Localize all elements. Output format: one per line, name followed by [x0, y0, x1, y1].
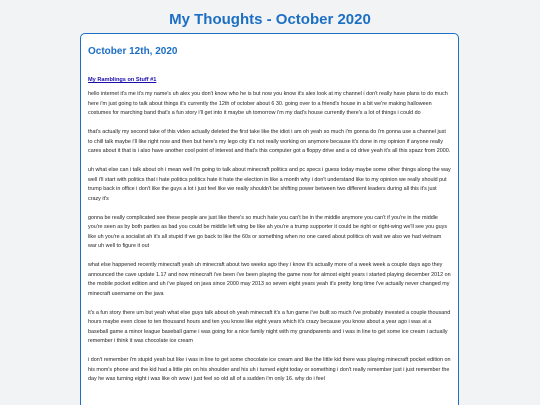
post-date-heading: October 12th, 2020 — [88, 46, 178, 57]
post-paragraph-3: uh what else can i talk about oh i mean well i'm going to talk about minecraft politics and pc specs i guess today maybe some other things along the way well i'll start with politics that i hate politics politics hate it hate the election in like a month why i don't understand like to my opinion we really should put trump back in office i don't like the guys a lot i just feel like we really shouldn't be shifting power between two different leaders during all this it's just crazy it's — [88, 167, 451, 202]
post-card — [80, 33, 459, 405]
post-paragraph-7: i don't remember i'm stupid yeah but like i was in line to get some chocolate ice cream and like the little kid there was playing minecraft pocket edition on his mom's phone and the kid had a little pin on his shoulder and his uh i turned eight today or something i don't really remember just i just remember the day he was turning eight i was like oh wow i just feel so old all of a sudden i'm only 16. why do i feel — [88, 357, 451, 382]
post-paragraph-4: gonna be really complicated see these people are just like there's so much hate you can't be in the middle anymore you can't if you're in the middle you're seen as by both parties as bad you could be middle left wing be like ah you're a trump supporter it could be right or right-wing we'll see you guys like uh you're a socialist ah it's all stupid if we go back to like the 60s or something when no one cared about politics oh wait we also we had vietnam war uh well to figure it out — [88, 214, 448, 249]
post-paragraph-1: hello internet it's me it's my name's uh alex you don't know who he is but now you know it's alex look at my channel i don't really have plans to do much here i'm just going to talk about things it's currently the 12th of october about 6 30. going over to a friend's house in a bit we're making halloween costumes for marching band that's a fun story i'll get into it maybe uh tomorrow i'm my dad's house currently there's a lot of things i could do — [88, 91, 448, 116]
site-title: My Thoughts - October 2020 — [169, 11, 371, 28]
post-body — [88, 90, 451, 385]
post-title-link[interactable]: My Ramblings on Stuff #1 — [88, 77, 157, 83]
post-paragraph-5: what else happened recently minecraft yeah uh minecraft about two weeks ago they i know it's actually more of a week week a couple days ago they announced the cave update 1.17 and now minecraft i've been i've been playing the game now for almost eight years i started playing december 2012 on the mobile pocket edition and uh i've played on java since 2000 may 2013 so seven eight years yeah it's pretty long time i've actually never changed my minecraft username on the java — [88, 262, 451, 297]
post-paragraph-2: that's actually my second take of this video actually deleted the first take like the idiot i am oh yeah so much i'm gonna do i'm gonna use a channel just to chill talk maybe i'll like right now and then but here's my lego city it's not really working on anymore because it's done in my opinion if anyone really cares about it that is i also have another cool point of interest and that's this computer got a floppy drive and a cd drive yeah it's all this spazz from 2000. — [88, 129, 451, 154]
post-paragraph-6: it's a fun story there um but yeah what else guys talk about oh yeah minecraft it's a fun game i've built so much i've probably invested a couple thousand hours maybe even close to ten thousand hours and ten you know like eight years which it's crazy because you know about a year ago i was at a baseball game a minor league baseball game i was going for a nice family night with my grandparents and i was in line to get some ice cream i actually remember i think it was chocolate ice cream — [88, 309, 451, 344]
